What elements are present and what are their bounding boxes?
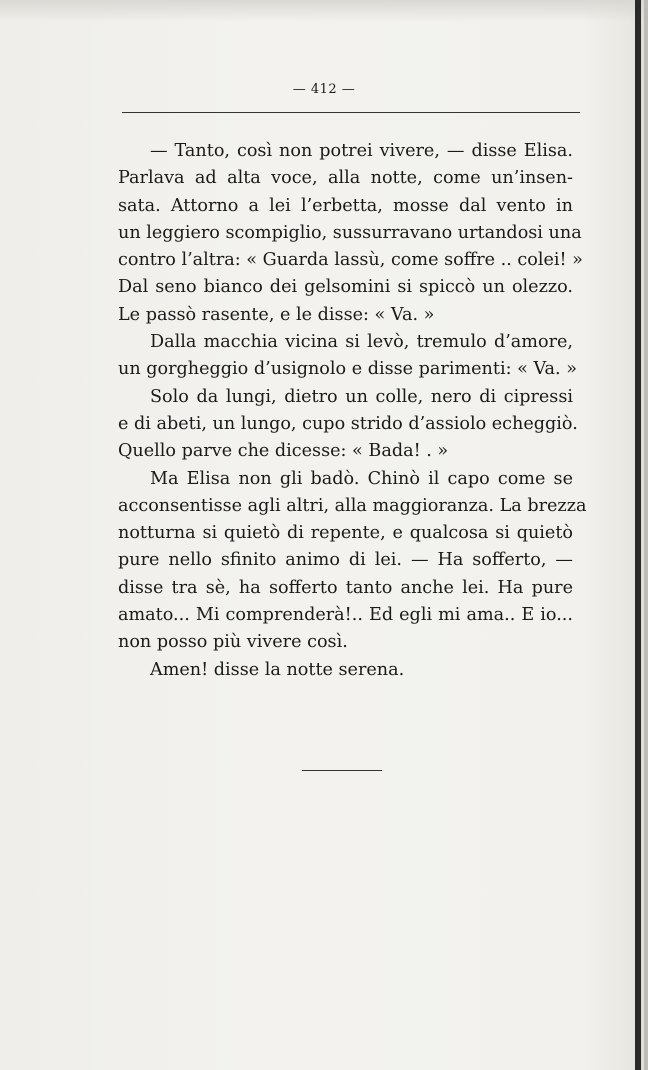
text-line: Ma Elisa non gli badò. Chinò il capo come se [150, 468, 573, 489]
text-line: e di abeti, un lungo, cupo strido d’assiolo echeggiò. [118, 413, 578, 434]
page-number: — 412 — [292, 82, 356, 97]
top-scan-shadow [0, 0, 648, 22]
text-line: Quello parve che dicesse: « Bada! . » [118, 441, 449, 462]
binding-edge [635, 0, 641, 1070]
text-line: — Tanto, così non potrei vivere, — disse Elisa. [150, 141, 573, 161]
text-line: amato... Mi comprenderà!.. Ed egli mi ama.. E io... [118, 605, 573, 626]
text-line: un leggiero scompiglio, sussurravano urtandosi una [118, 222, 582, 243]
text-line: Dalla macchia vicina si levò, tremulo d’amore, [150, 332, 573, 353]
text-line: Le passò rasente, e le disse: « Va. » [118, 304, 435, 325]
text-line: Dal seno bianco dei gelsomini si spiccò un olezzo. [118, 277, 573, 298]
header-rule [122, 112, 580, 113]
body-text [118, 138, 587, 684]
page-edge [644, 0, 648, 1070]
text-line: non posso più vivere così. [118, 632, 348, 653]
text-line: pure nello sfinito animo di lei. — Ha sofferto, — [118, 550, 573, 571]
end-rule [302, 770, 382, 771]
text-line: acconsentisse agli altri, alla maggioranza. La brezza [118, 495, 587, 516]
text-line: notturna si quietò di repente, e qualcosa si quietò [118, 523, 573, 544]
text-line: sata. Attorno a lei l’erbetta, mosse dal vento in [118, 195, 573, 216]
text-line: Solo da lungi, dietro un colle, nero di cipressi [150, 386, 573, 407]
text-line: disse tra sè, ha sofferto tanto anche lei. Ha pure [118, 577, 573, 598]
text-line: contro l’altra: « Guarda lassù, come soffre .. colei! » [118, 250, 583, 271]
text-line: un gorgheggio d’usignolo e disse parimenti: « Va. » [118, 359, 577, 380]
text-line: Parlava ad alta voce, alla notte, come un’insen- [118, 168, 573, 189]
text-line: Amen! disse la notte serena. [150, 659, 405, 680]
